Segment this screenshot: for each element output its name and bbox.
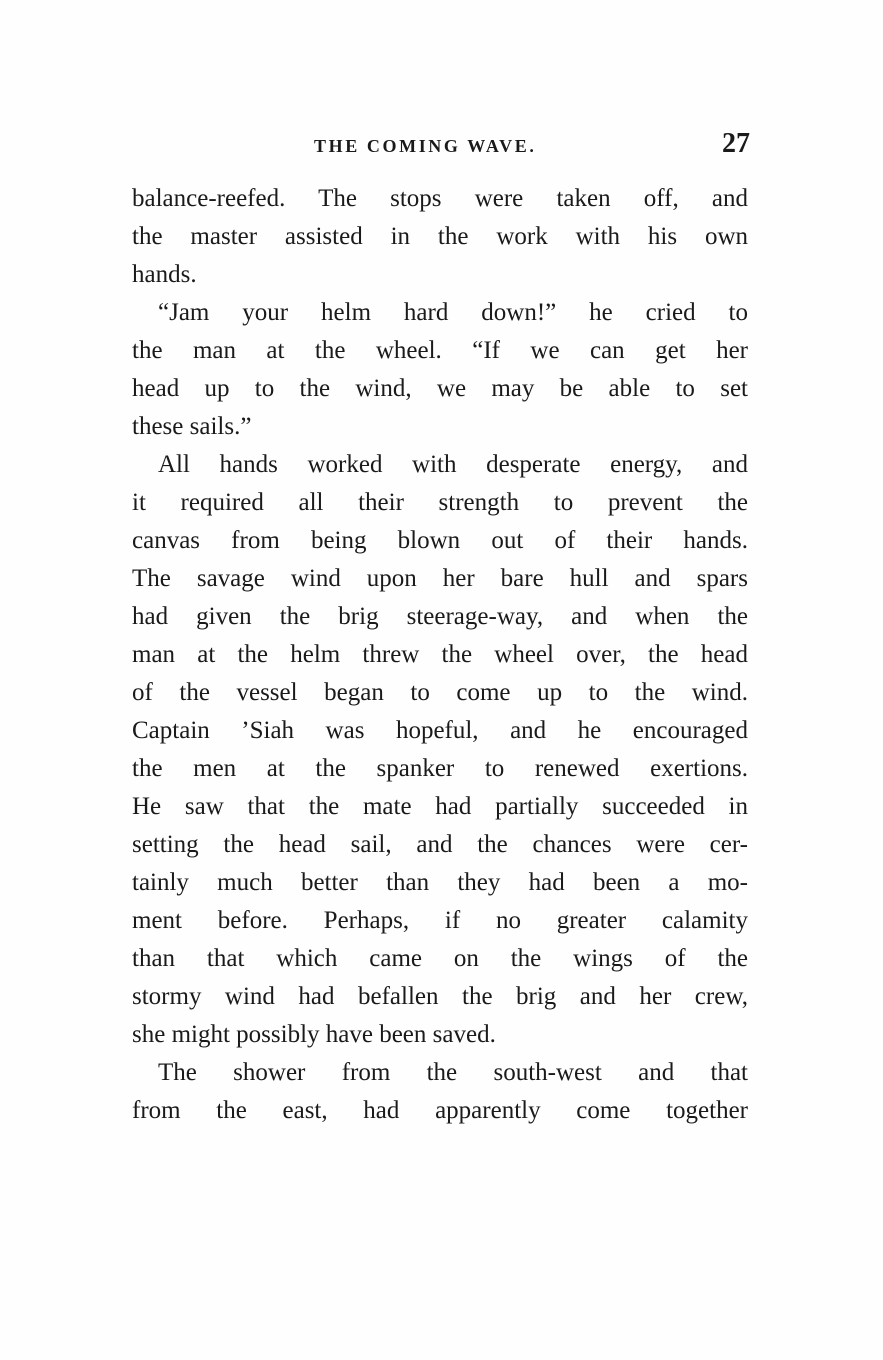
text-line: she might possibly have been saved. — [132, 1021, 496, 1048]
text-line: setting the head sail, and the chances were cer- — [132, 831, 748, 858]
text-line: canvas from being blown out of their hands. — [132, 527, 748, 554]
text-line: balance-reefed. The stops were taken off, and — [132, 185, 748, 212]
text-line: man at the helm threw the wheel over, the head — [132, 641, 748, 668]
running-head — [132, 128, 750, 164]
text-line: these sails.” — [132, 413, 252, 440]
text-line: the master assisted in the work with his own — [132, 223, 748, 250]
text-line: “Jam your helm hard down!” he cried to — [158, 299, 748, 326]
text-line: Captain ’Siah was hopeful, and he encouraged — [132, 717, 748, 744]
text-line: of the vessel began to come up to the wind. — [132, 679, 748, 706]
text-line: head up to the wind, we may be able to set — [132, 375, 748, 402]
text-line: hands. — [132, 261, 197, 288]
text-line: the men at the spanker to renewed exertions. — [132, 755, 748, 782]
text-line: He saw that the mate had partially succeeded in — [132, 793, 748, 820]
running-title: THE COMING WAVE. — [314, 136, 537, 156]
text-line: The shower from the south-west and that — [158, 1059, 748, 1086]
paragraph-3 — [132, 446, 748, 1054]
text-line: the man at the wheel. “If we can get her — [132, 337, 748, 364]
text-line: All hands worked with desperate energy, and — [158, 451, 748, 478]
text-line: The savage wind upon her bare hull and spars — [132, 565, 748, 592]
text-line: from the east, had apparently come together — [132, 1097, 748, 1124]
text-line: had given the brig steerage-way, and when the — [132, 603, 748, 630]
body-text — [132, 180, 748, 1130]
text-line: than that which came on the wings of the — [132, 945, 748, 972]
paragraph-2 — [132, 294, 748, 446]
text-line: it required all their strength to prevent the — [132, 489, 748, 516]
text-line: tainly much better than they had been a mo- — [132, 869, 748, 896]
text-line: stormy wind had befallen the brig and her crew, — [132, 983, 748, 1010]
paragraph-1 — [132, 180, 748, 294]
text-line: ment before. Perhaps, if no greater calamity — [132, 907, 748, 934]
paragraph-4 — [132, 1054, 748, 1130]
page-number: 27 — [722, 128, 750, 159]
